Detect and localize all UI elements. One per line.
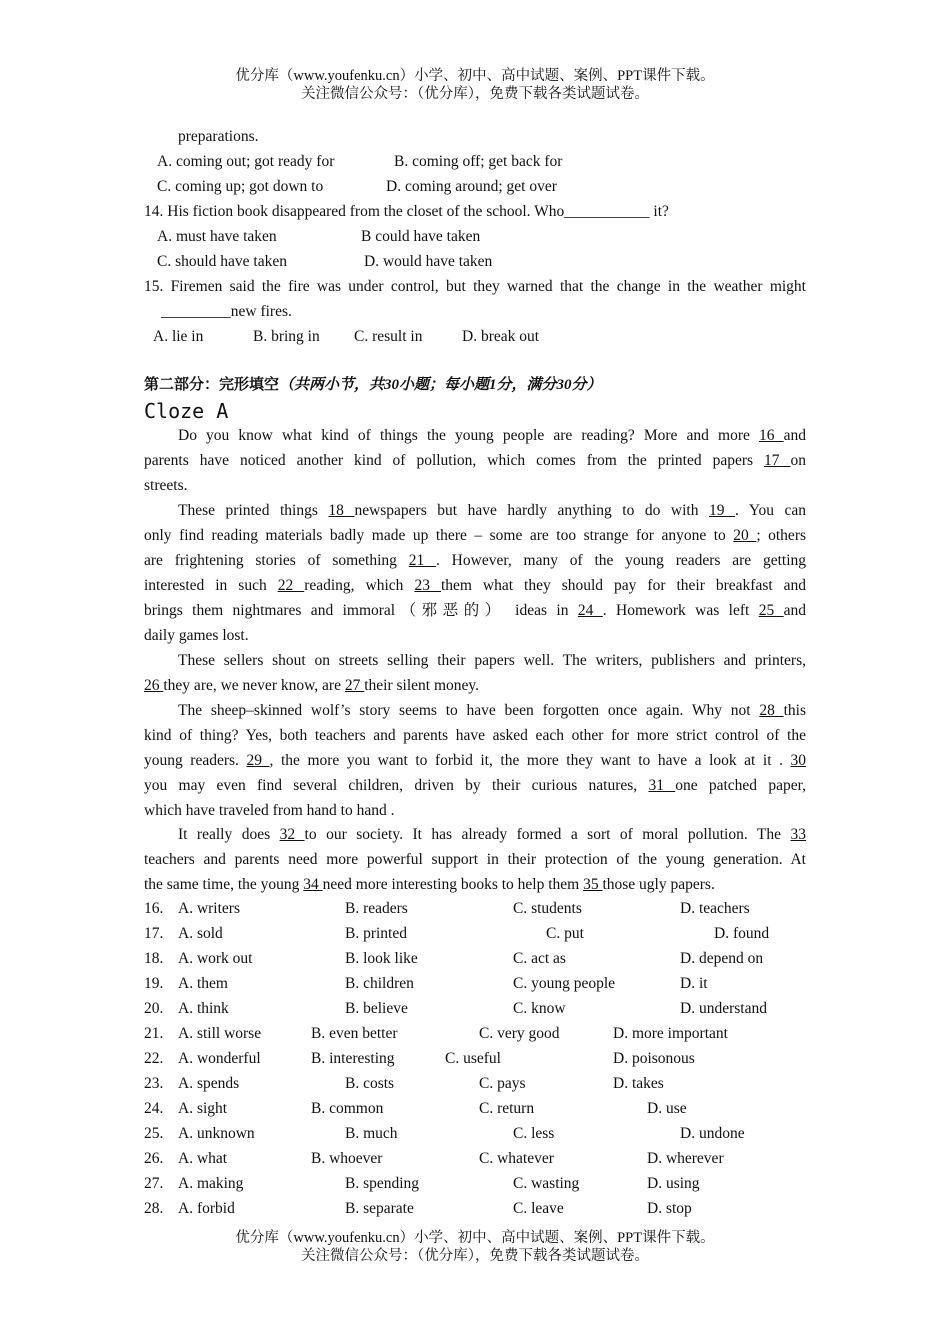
q15-stem-line-2: _________new fires.: [161, 303, 292, 320]
option-b: B. printed: [345, 925, 407, 942]
blank-26: 26: [144, 677, 164, 694]
page-header: [0, 67, 950, 103]
option-b: B. look like: [345, 950, 418, 967]
passage-line-6: are frightening stories of something 21 . However, many of the young readers are getting: [144, 552, 807, 569]
passage-line-12: The sheep–skinned wolf’s story seems to have been forgotten once again. Why not 28 this: [178, 702, 807, 719]
option-a: A. writers: [178, 900, 240, 917]
option-d: D. understand: [680, 1000, 767, 1017]
option-d: D. poisonous: [613, 1050, 695, 1067]
footer-line-1: 优分库（www.youfenku.cn）小学、初中、高中试题、案例、PPT课件下载。: [235, 1230, 715, 1246]
blank-29: 29: [246, 752, 270, 769]
option-c: C. know: [513, 1000, 566, 1017]
option-a: A. wonderful: [178, 1050, 261, 1067]
passage-line-1: Do you know what kind of things the young people are reading? More and more 16 and: [178, 427, 807, 444]
passage-line-10: These sellers shout on streets selling their papers well. The writers, publishers and printers,: [178, 652, 806, 669]
option-c: C. students: [513, 900, 582, 917]
option-d: D. more important: [613, 1025, 728, 1042]
blank-34: 34: [303, 876, 323, 893]
q15-stem-line-1: 15. Firemen said the fire was under control, but they warned that the change in the weather might: [144, 278, 806, 295]
option-c: C. act as: [513, 950, 566, 967]
blank-30: 30: [790, 752, 807, 769]
passage-line-13: kind of thing? Yes, both teachers and parents have asked each other for more strict control of the: [144, 727, 806, 744]
q13-option-d: D. coming around; get over: [386, 178, 557, 195]
passage-line-4: These printed things 18 newspapers but have hardly anything to do with 19 . You can: [178, 502, 807, 519]
option-d: D. use: [647, 1100, 687, 1117]
option-b: B. costs: [345, 1075, 395, 1092]
part2-heading: [144, 373, 602, 398]
option-d: D. using: [647, 1175, 700, 1192]
blank-25: 25: [758, 602, 784, 619]
passage-line-18: teachers and parents need more powerful support in their protection of the young generation. At: [144, 851, 806, 868]
option-row-num: 19.: [144, 975, 164, 992]
option-b: B. common: [311, 1100, 384, 1117]
q14-option-b: B could have taken: [361, 228, 481, 245]
passage-line-14: young readers. 29 , the more you want to forbid it, the more they want to have a look at it . 30: [144, 752, 807, 769]
footer-line-2: 关注微信公众号：（优分库），免费下载各类试题试卷。: [301, 1248, 649, 1264]
option-a: A. think: [178, 1000, 229, 1017]
option-row-num: 23.: [144, 1075, 164, 1092]
option-a: A. work out: [178, 950, 253, 967]
passage-line-15: you may even find several children, driven by their curious natures, 31 one patched paper,: [144, 777, 807, 794]
option-c: C. leave: [513, 1200, 564, 1217]
option-d: D. undone: [680, 1125, 745, 1142]
option-c: C. very good: [479, 1025, 560, 1042]
option-b: B. separate: [345, 1200, 414, 1217]
option-a: A. what: [178, 1150, 228, 1167]
option-d: D. it: [680, 975, 708, 992]
option-b: B. whoever: [311, 1150, 383, 1167]
option-c: C. return: [479, 1100, 535, 1117]
option-b: B. much: [345, 1125, 398, 1142]
blank-28: 28: [759, 702, 784, 719]
option-d: D. takes: [613, 1075, 664, 1092]
option-a: A. unknown: [178, 1125, 255, 1142]
passage-line-3: streets.: [144, 477, 188, 494]
q13-option-c: C. coming up; got down to: [157, 178, 324, 195]
option-c: C. whatever: [479, 1150, 554, 1167]
option-b: B. believe: [345, 1000, 408, 1017]
option-c: C. young people: [513, 975, 616, 992]
option-row-num: 21.: [144, 1025, 164, 1042]
blank-17: 17: [764, 452, 791, 469]
page-footer: [0, 1229, 950, 1265]
option-row-num: 16.: [144, 900, 164, 917]
option-d: D. depend on: [680, 950, 764, 967]
q14-option-c: C. should have taken: [157, 253, 288, 270]
option-d: D. stop: [647, 1200, 692, 1217]
option-a: A. still worse: [178, 1025, 262, 1042]
option-b: B. readers: [345, 900, 408, 917]
header-line-1: 优分库（www.youfenku.cn）小学、初中、高中试题、案例、PPT课件下载。: [235, 68, 715, 84]
blank-16: 16: [759, 427, 784, 444]
blank-23: 23: [414, 577, 441, 594]
cloze-title: Cloze A: [144, 399, 229, 423]
blank-22: 22: [277, 577, 305, 594]
option-a: A. making: [178, 1175, 244, 1192]
q14-option-a: A. must have taken: [157, 228, 277, 245]
q15-option-c: C. result in: [354, 328, 423, 345]
blank-35: 35: [583, 876, 603, 893]
q15-option-a: A. lie in: [153, 328, 204, 345]
blank-19: 19: [709, 502, 736, 519]
option-a: A. forbid: [178, 1200, 235, 1217]
option-c: C. put: [546, 925, 584, 942]
blank-31: 31: [648, 777, 676, 794]
option-a: A. sight: [178, 1100, 228, 1117]
blank-21: 21: [408, 552, 437, 569]
option-b: B. interesting: [311, 1050, 395, 1067]
part2-heading-note: （共两小节，共30小题；每小题1分，满分30分）: [279, 377, 602, 393]
passage-line-8: brings them nightmares and immoral（邪恶的） ideas in 24 . Homework was left 25 and: [144, 602, 807, 619]
option-c: C. less: [513, 1125, 555, 1142]
q13-option-b: B. coming off; get back for: [394, 153, 563, 170]
option-c: C. wasting: [513, 1175, 580, 1192]
option-row-num: 26.: [144, 1150, 164, 1167]
option-c: C. pays: [479, 1075, 526, 1092]
part2-heading-title: 第二部分：完形填空: [144, 377, 280, 393]
q15-option-b: B. bring in: [253, 328, 320, 345]
option-a: A. them: [178, 975, 228, 992]
option-row-num: 20.: [144, 1000, 164, 1017]
q15-option-d: D. break out: [462, 328, 540, 345]
option-d: D. found: [714, 925, 770, 942]
blank-33: 33: [790, 826, 806, 843]
q13-stem-tail: preparations.: [178, 128, 259, 145]
header-line-2: 关注微信公众号：（优分库），免费下载各类试题试卷。: [301, 86, 649, 102]
blank-24: 24: [577, 602, 603, 619]
q14-stem: 14. His fiction book disappeared from the closet of the school. Who___________ it?: [144, 203, 669, 220]
passage-line-19: the same time, the young 34 need more interesting books to help them 35 those ugly papers.: [144, 876, 715, 893]
blank-27: 27: [344, 677, 365, 694]
option-row-num: 25.: [144, 1125, 164, 1142]
option-row-num: 28.: [144, 1200, 164, 1217]
passage-line-11: 26 they are, we never know, are 27 their silent money.: [144, 677, 480, 694]
blank-20: 20: [733, 527, 757, 544]
option-a: A. sold: [178, 925, 223, 942]
option-a: A. spends: [178, 1075, 240, 1092]
option-row-num: 22.: [144, 1050, 164, 1067]
blank-18: 18: [328, 502, 355, 519]
option-c: C. useful: [445, 1050, 501, 1067]
option-b: B. spending: [345, 1175, 420, 1192]
passage-line-9: daily games lost.: [144, 627, 249, 644]
passage-line-5: only find reading materials badly made up there – some are too strange for anyone to 20 ; others: [144, 527, 807, 544]
option-b: B. children: [345, 975, 414, 992]
option-row-num: 17.: [144, 925, 164, 942]
q13-option-a: A. coming out; got ready for: [157, 153, 335, 170]
passage-line-7: interested in such 22 reading, which 23 them what they should pay for their breakfast and: [144, 577, 807, 594]
option-b: B. even better: [311, 1025, 398, 1042]
passage-line-16: which have traveled from hand to hand .: [144, 802, 395, 819]
blank-32: 32: [279, 826, 305, 843]
passage-line-2: parents have noticed another kind of pollution, which comes from the printed papers 17 on: [144, 452, 807, 469]
option-row-num: 18.: [144, 950, 164, 967]
q14-option-d: D. would have taken: [364, 253, 493, 270]
option-row-num: 27.: [144, 1175, 164, 1192]
option-d: D. wherever: [647, 1150, 724, 1167]
passage-line-17: It really does 32 to our society. It has already formed a sort of moral pollution. The 33: [178, 826, 806, 843]
option-row-num: 24.: [144, 1100, 164, 1117]
option-d: D. teachers: [680, 900, 750, 917]
